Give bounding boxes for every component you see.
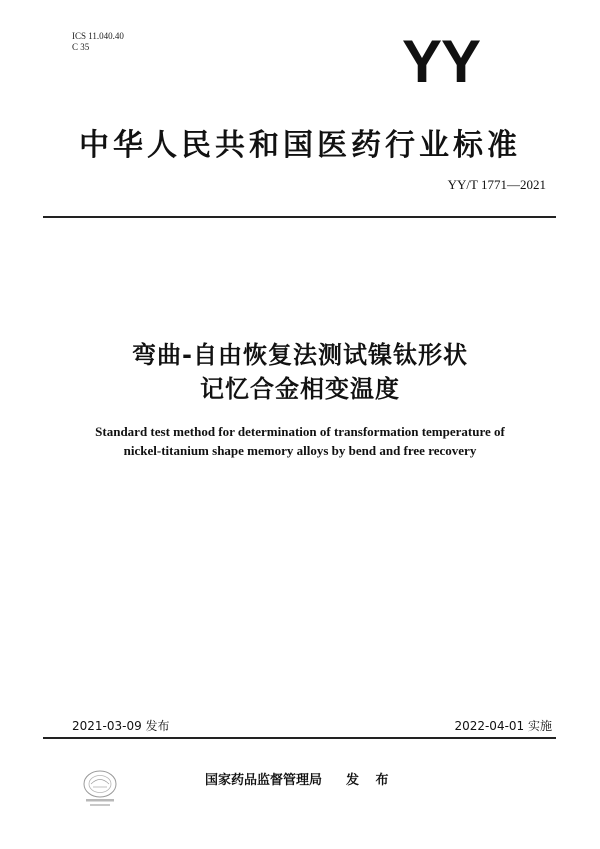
- ccs-code: C 35: [72, 42, 90, 52]
- issuer-line: [205, 769, 395, 788]
- title-zh-line1: 弯曲-自由恢复法测试镍钛形状: [132, 341, 468, 369]
- implementation-date: 2022-04-01 实施: [454, 719, 552, 733]
- issue-date: 2021-03-09 发布: [72, 719, 170, 733]
- title-en-line2: nickel-titanium shape memory alloys by bend and free recovery: [123, 443, 477, 458]
- title-zh-line2: 记忆合金相变温度: [200, 375, 400, 403]
- top-divider: [43, 216, 556, 218]
- anti-counterfeit-seal-icon: [72, 766, 128, 812]
- bottom-divider: [43, 737, 556, 739]
- yy-logo: YY: [402, 28, 481, 95]
- classification-codes: [72, 31, 124, 53]
- issuer-name: 国家药品监督管理局: [205, 773, 323, 788]
- title-en-line1: Standard test method for determination of transformation temperature of: [95, 424, 505, 439]
- standard-number: YY/T 1771—2021: [447, 177, 546, 192]
- organization-title: 中华人民共和国医药行业标准: [79, 128, 521, 163]
- ics-code: ICS 11.040.40: [72, 31, 124, 41]
- issuer-action: 发 布: [346, 773, 395, 788]
